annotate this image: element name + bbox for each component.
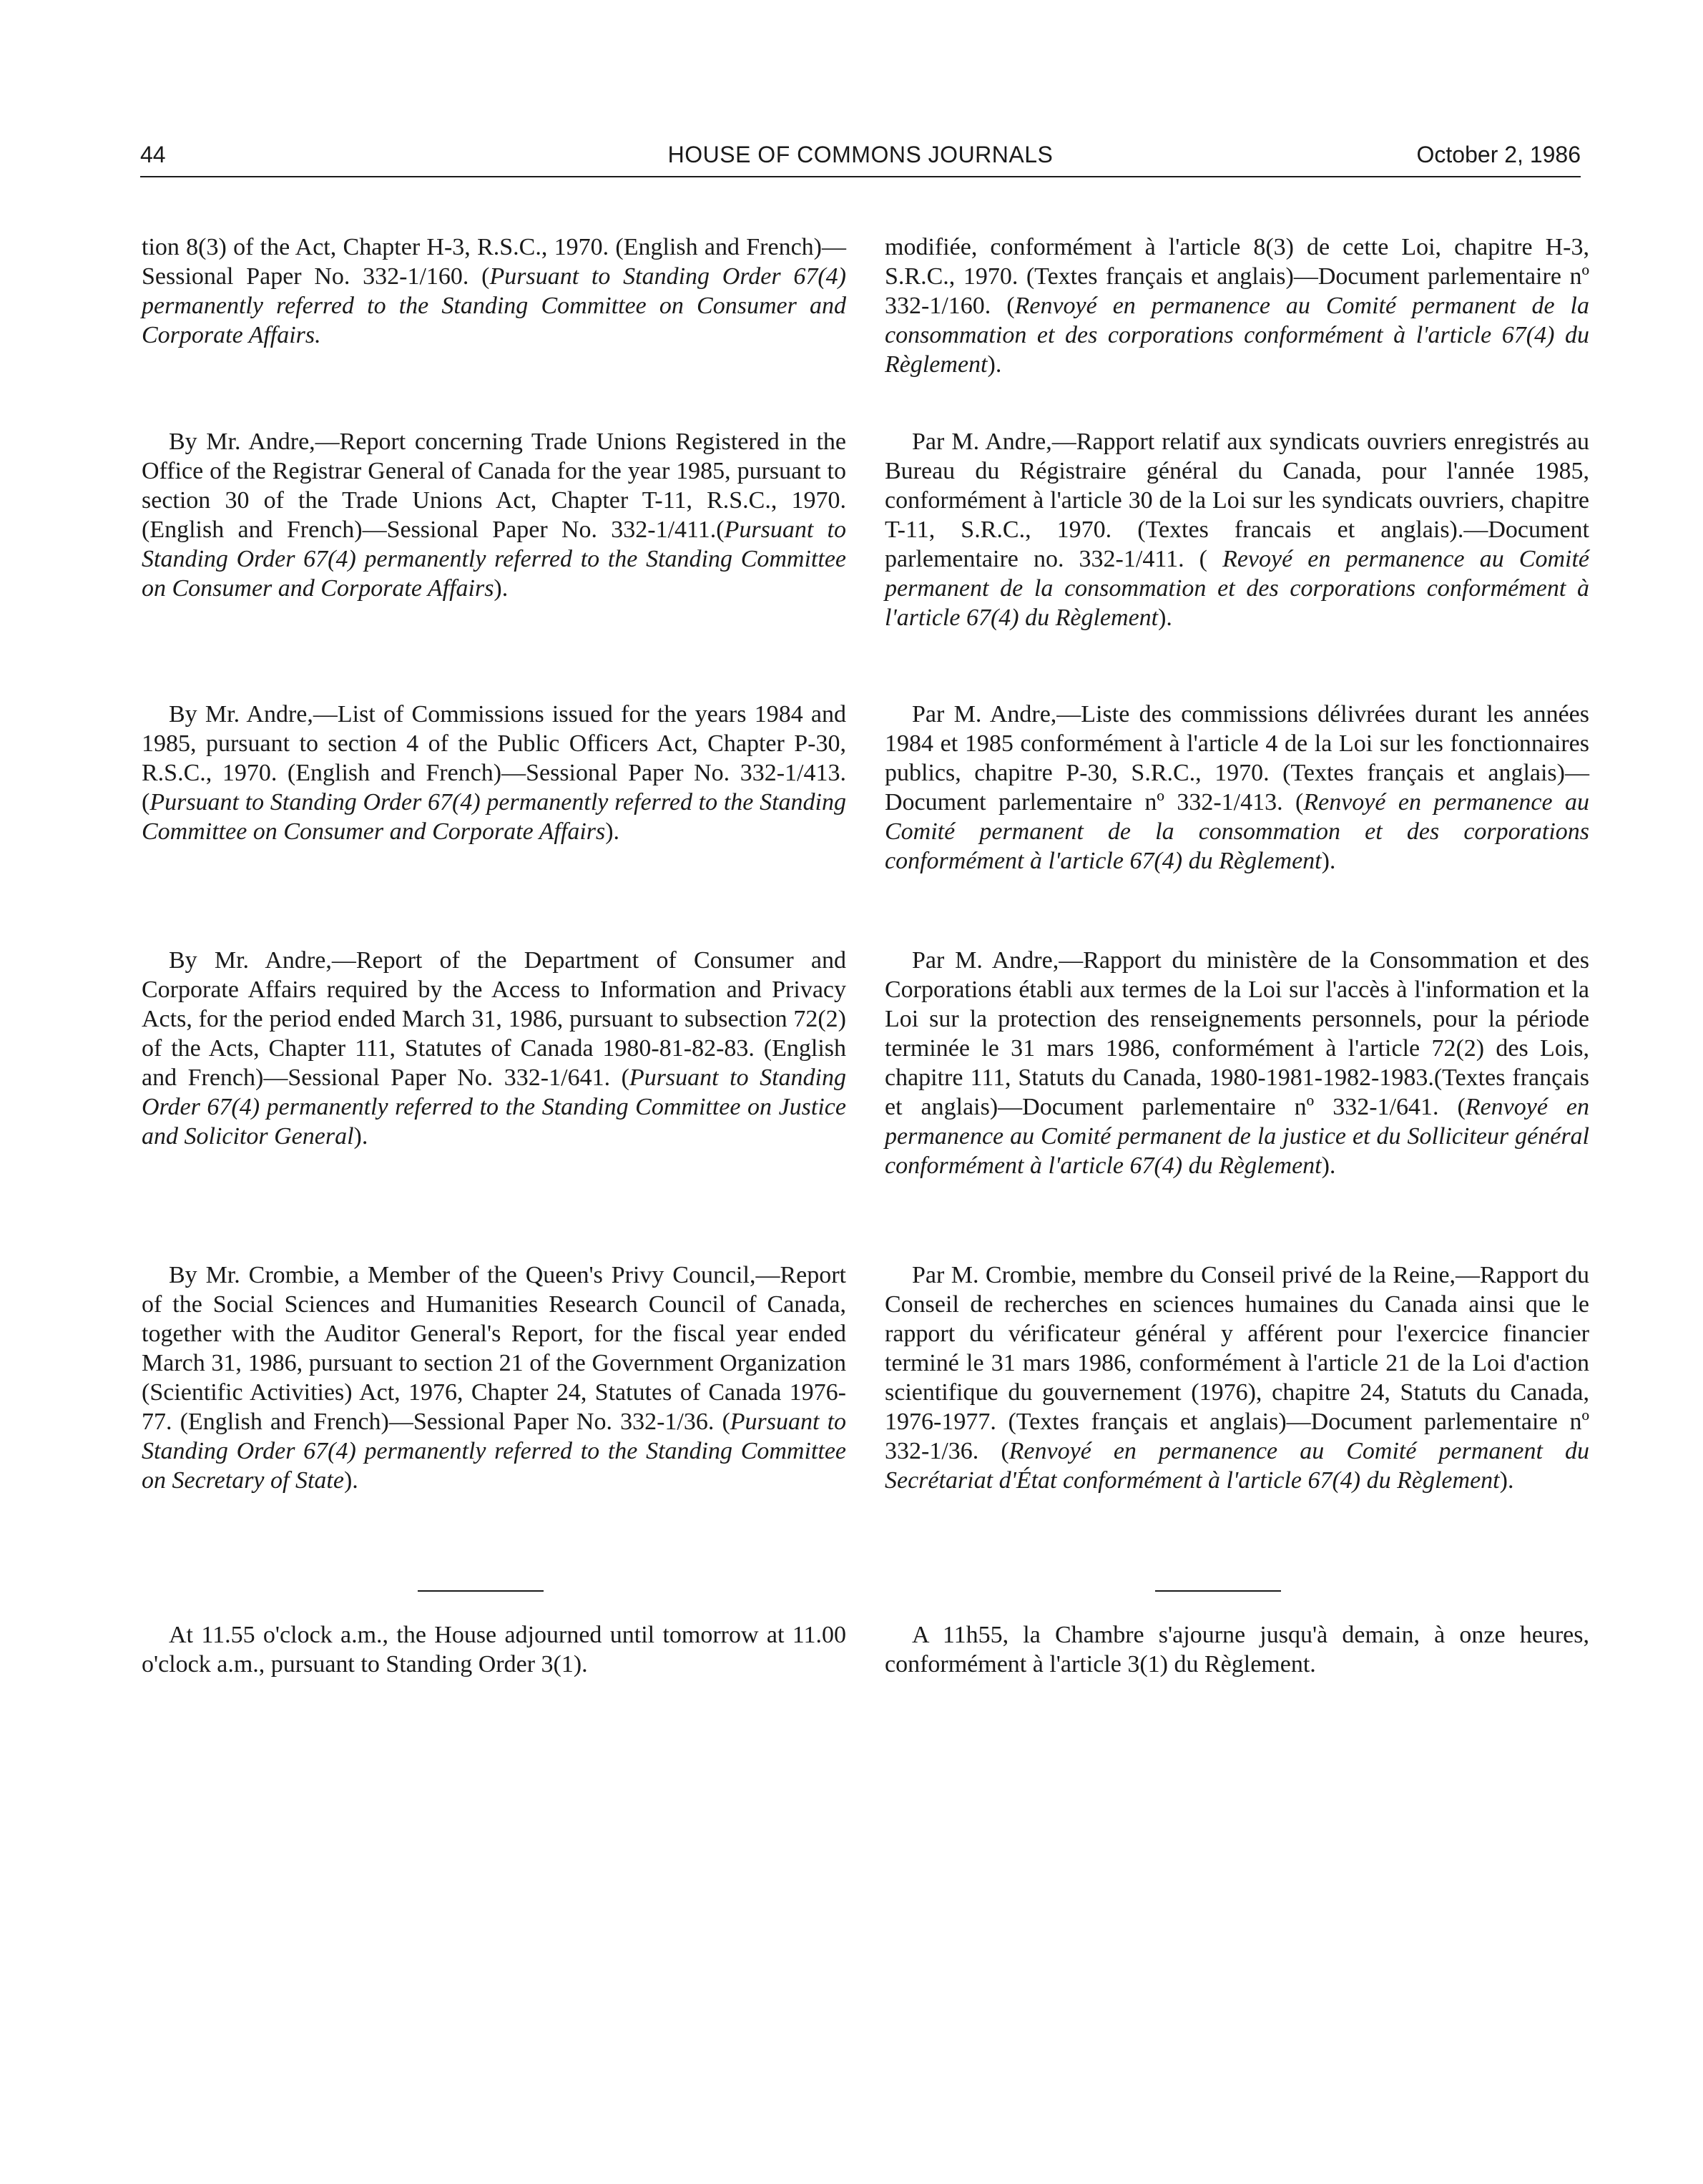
page-header	[140, 140, 1581, 177]
fr-adjournment: A 11h55, la Chambre s'ajourne jusqu'à demain, à onze heures, conformément à l'article 3(1) du Règlement.	[885, 1622, 1589, 1678]
en-paragraph-commissions: By Mr. Andre,—List of Commissions issued for the years 1984 and 1985, pursuant to section 4 of the Public Officers Act, Chapter P-30, R.S.C., 1970. (English and French)—Sessional Paper No. 332-1/413. (Pursuant to Standing Order 67(4) permanently referred to the Standing Committee on Consumer and Corporate Affairs).	[142, 701, 846, 845]
fr-paragraph-continuation: modifiée, conformément à l'article 8(3) de cette Loi, chapitre H-3, S.R.C., 1970. (Textes français et anglais)—Document parlementaire nº 332-1/160. (Renvoyé en permanence au Comité permanent de la consommation et des corporations conformément à l'article 67(4) du Règlement).	[885, 234, 1589, 378]
header-rule	[140, 176, 1581, 177]
en-adjournment: At 11.55 o'clock a.m., the House adjourned until tomorrow at 11.00 o'clock a.m., pursuant to Standing Order 3(1).	[142, 1622, 846, 1678]
fr-paragraph-commissions: Par M. Andre,—Liste des commissions délivrées durant les années 1984 et 1985 conformément à l'article 4 de la Loi sur les fonctionnaires publics, chapitre P-30, S.R.C., 1970. (Textes français et anglais)—Document parlementaire nº 332-1/413. (Renvoyé en permanence au Comité permanent de la consommation et des corporations conformément à l'article 67(4) du Règlement).	[885, 701, 1589, 874]
en-paragraph-access-information: By Mr. Andre,—Report of the Department of Consumer and Corporate Affairs required by the Access to Information and Privacy Acts, for the period ended March 31, 1986, pursuant to subsection 72(2) of the Acts, Chapter 111, Statutes of Canada 1980-81-82-83. (English and French)—Sessional Paper No. 332-1/641. (Pursuant to Standing Order 67(4) permanently referred to the Standing Committee on Justice and Solicitor General).	[142, 947, 846, 1150]
journal-title: HOUSE OF COMMONS JOURNALS	[667, 142, 1054, 167]
en-paragraph-trade-unions: By Mr. Andre,—Report concerning Trade Unions Registered in the Office of the Registrar General of Canada for the year 1985, pursuant to section 30 of the Trade Unions Act, Chapter T-11, R.S.C., 1970. (English and French)—Sessional Paper No. 332-1/411.(Pursuant to Standing Order 67(4) permanently referred to the Standing Committee on Consumer and Corporate Affairs).	[142, 429, 846, 602]
header-date: October 2, 1986	[1416, 142, 1581, 167]
en-section-separator	[418, 1590, 544, 1592]
fr-paragraph-syndicats: Par M. Andre,—Rapport relatif aux syndicats ouvriers enregistrés au Bureau du Régistraire général du Canada, pour l'année 1985, conformément à l'article 30 de la Loi sur les syndicats ouvriers, chapitre T-11, S.R.C., 1970. (Textes francais et anglais).—Document parlementaire no. 332-1/411. ( Revoyé en permanence au Comité permanent de la consommation et des corporations conformément à l'article 67(4) du Règlement).	[885, 429, 1589, 631]
en-paragraph-continuation: tion 8(3) of the Act, Chapter H-3, R.S.C., 1970. (English and French)—Sessional Paper No. 332-1/160. (Pursuant to Standing Order 67(4) permanently referred to the Standing Committee on Consumer and Corporate Affairs.	[142, 234, 846, 348]
en-paragraph-social-sciences: By Mr. Crombie, a Member of the Queen's Privy Council,—Report of the Social Sciences and Humanities Research Council of Canada, together with the Auditor General's Report, for the fiscal year ended March 31, 1986, pursuant to section 21 of the Government Organization (Scientific Activities) Act, 1976, Chapter 24, Statutes of Canada 1976-77. (English and French)—Sessional Paper No. 332-1/36. (Pursuant to Standing Order 67(4) permanently referred to the Standing Committee on Secretary of State).	[142, 1262, 847, 1494]
fr-section-separator	[1155, 1590, 1281, 1592]
fr-paragraph-sciences-humaines: Par M. Crombie, membre du Conseil privé de la Reine,—Rapport du Conseil de recherches en sciences humaines du Canada ainsi que le rapport du vérificateur général y afférent pour l'exercice financier terminé le 31 mars 1986, conformément à l'article 21 de la Loi d'action scientifique du gouvernement (1976), chapitre 24, Statuts du Canada, 1976-1977. (Textes français et anglais)—Document parlementaire nº 332-1/36. (Renvoyé en permanence au Comité permanent du Secrétariat d'État conformément à l'article 67(4) du Règlement).	[885, 1262, 1590, 1494]
page-number: 44	[140, 142, 166, 167]
fr-paragraph-acces-information: Par M. Andre,—Rapport du ministère de la Consommation et des Corporations établi aux termes de la Loi sur l'accès à l'information et la Loi sur la protection des renseignements personnels, pour la période terminée le 31 mars 1986, conformément à l'article 72(2) des Lois, chapitre 111, Statuts du Canada, 1980-1981-1982-1983.(Textes français et anglais)—Document parlementaire nº 332-1/641. (Renvoyé en permanence au Comité permanent de la justice et du Solliciteur général conformément à l'article 67(4) du Règlement).	[885, 947, 1589, 1179]
